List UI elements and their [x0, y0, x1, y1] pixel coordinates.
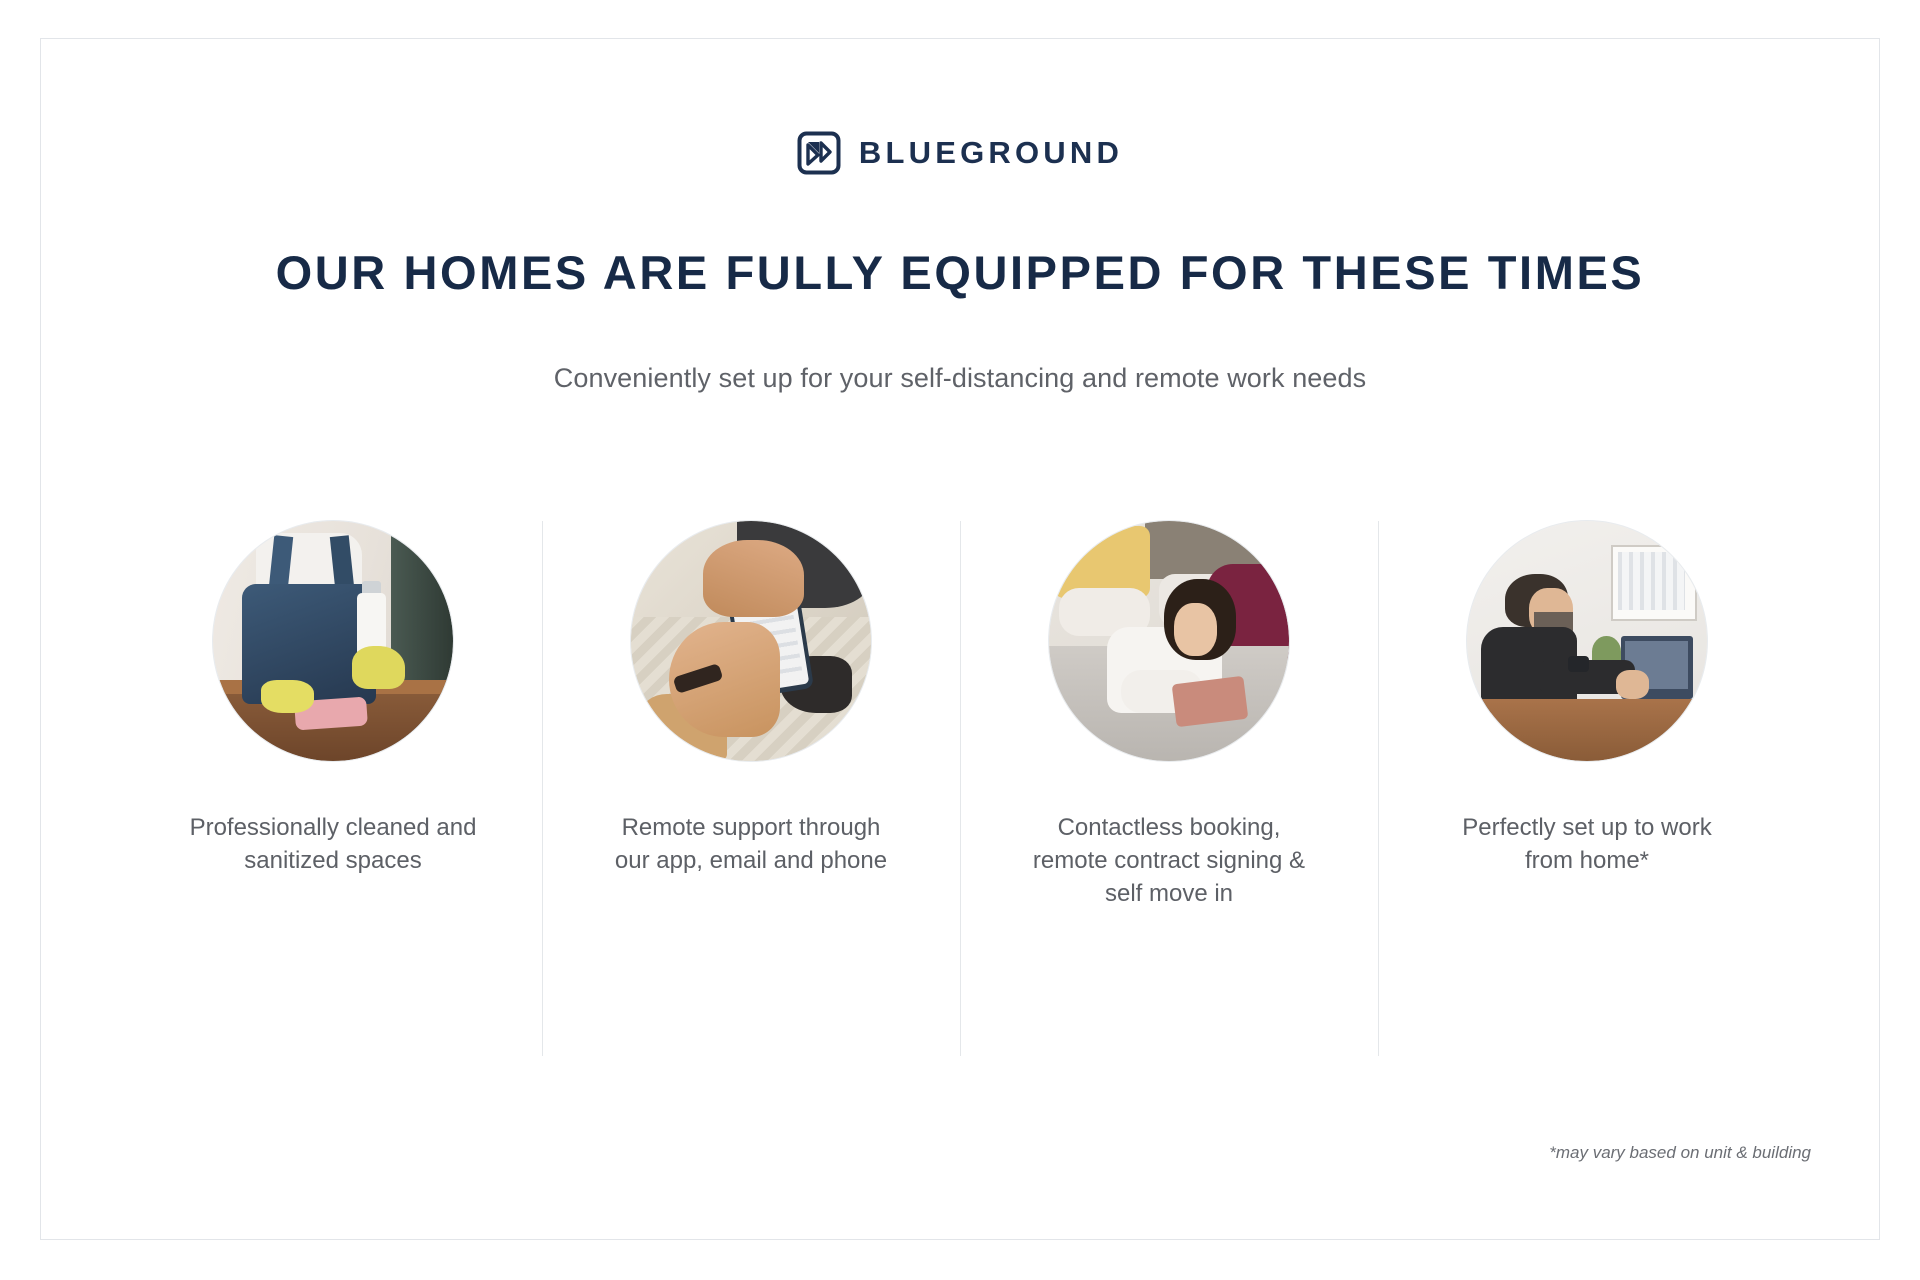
- poster-card: [40, 38, 1880, 1240]
- footnote: *may vary based on unit & building: [1549, 1143, 1811, 1162]
- brand-name: BLUEGROUND: [858, 135, 1124, 170]
- feature-column-contactless-booking: [960, 521, 1378, 1056]
- feature-columns: [124, 521, 1796, 1056]
- feature-column-remote-support: [542, 521, 960, 1056]
- page-subtitle: Conveniently set up for your self-distancing and remote work needs: [553, 363, 1367, 394]
- feature-caption: Contactless booking, remote contract signing & self move in: [1032, 814, 1306, 908]
- page-title: OUR HOMES ARE FULLY EQUIPPED FOR THESE TIMES: [275, 246, 1645, 299]
- feature-caption: Perfectly set up to work from home*: [1462, 814, 1712, 875]
- feature-column-work-from-home: [1378, 521, 1796, 1056]
- blueground-logo-icon: [797, 131, 841, 175]
- feature-caption: Remote support through our app, email and phone: [614, 814, 888, 875]
- brand-lockup: [797, 131, 1123, 175]
- contactless-booking-tablet-photo: [1049, 521, 1289, 761]
- feature-column-cleaning: [124, 521, 542, 1056]
- professional-cleaning-photo: [213, 521, 453, 761]
- remote-support-phone-photo: [631, 521, 871, 761]
- work-from-home-desk-photo: [1467, 521, 1707, 761]
- feature-caption: Professionally cleaned and sanitized spaces: [189, 814, 477, 875]
